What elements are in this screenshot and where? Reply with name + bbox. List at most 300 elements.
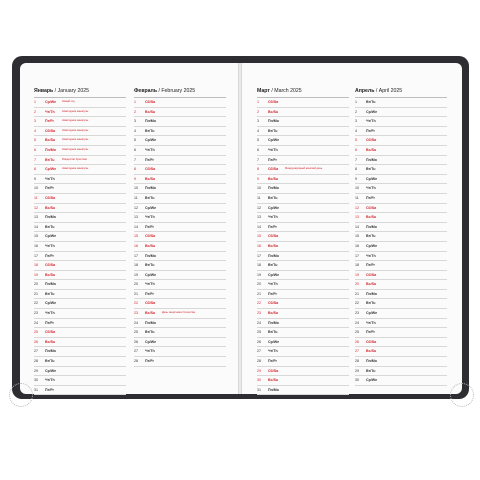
day-row [34,127,126,137]
day-number: 2 [355,109,357,114]
day-row [355,347,447,357]
day-row [34,165,126,175]
day-row [257,204,349,214]
weekday-label: Чт/Th [268,282,278,287]
day-number: 26 [34,339,38,344]
day-number: 7 [257,157,259,162]
day-row [34,108,126,118]
weekday-label: Вс/Su [268,311,279,316]
day-number: 16 [134,243,138,248]
weekday-label: Ср/We [268,272,280,277]
weekday-label: Чт/Th [268,349,278,354]
weekday-label: Пт/Fr [45,186,54,191]
weekday-label: Пт/Fr [366,195,375,200]
day-row [34,376,126,386]
day-number: 18 [34,263,38,268]
weekday-label: Ср/We [45,301,57,306]
weekday-label: Пн/Mo [268,119,279,124]
day-row [34,136,126,146]
day-number: 13 [134,215,138,220]
weekday-label: Вс/Su [268,243,279,248]
day-row [34,175,126,185]
weekday-label: Ср/We [268,339,280,344]
weekday-label: Вс/Su [366,147,377,152]
weekday-label: Пт/Fr [45,119,54,124]
weekday-label: Чт/Th [145,147,155,152]
day-row [34,367,126,377]
weekday-label: Вс/Su [366,349,377,354]
day-number: 22 [257,301,261,306]
day-number: 18 [355,263,359,268]
day-number: 11 [34,195,38,200]
weekday-label: Вс/Su [45,138,56,143]
day-number: 15 [134,234,138,239]
day-number: 8 [34,167,36,172]
weekday-label: Вс/Su [145,109,156,114]
day-number: 19 [257,272,261,277]
day-row [34,290,126,300]
day-row [134,299,226,309]
day-row [355,232,447,242]
day-number: 6 [257,147,259,152]
day-row [355,117,447,127]
month-january [34,88,126,395]
weekday-label: Ср/We [45,167,57,172]
day-number: 14 [355,224,359,229]
day-row [134,280,226,290]
day-row [257,127,349,137]
day-row [257,194,349,204]
weekday-label: Пт/Fr [145,291,154,296]
day-number: 4 [34,128,36,133]
day-row [355,108,447,118]
day-number: 3 [355,119,357,124]
weekday-label: Сб/Sa [45,195,56,200]
day-number: 28 [34,359,38,364]
day-number: 20 [34,282,38,287]
day-row [134,156,226,166]
day-row [257,117,349,127]
weekday-label: Вт/Tu [366,301,376,306]
day-number: 2 [134,109,136,114]
day-row [134,271,226,281]
day-number: 22 [34,301,38,306]
day-number: 26 [355,339,359,344]
day-row [355,204,447,214]
weekday-label: Чт/Th [145,282,155,287]
weekday-label: Чт/Th [268,147,278,152]
weekday-label: Сб/Sa [366,138,377,143]
day-row [257,156,349,166]
day-number: 25 [34,330,38,335]
day-row [355,328,447,338]
day-number: 9 [257,176,259,181]
day-row [134,347,226,357]
weekday-label: Пт/Fr [366,330,375,335]
day-number: 25 [257,330,261,335]
weekday-label: Сб/Sa [45,128,56,133]
weekday-label: Пн/Mo [366,224,377,229]
weekday-label: Вс/Su [268,109,279,114]
day-number: 12 [134,205,138,210]
day-row [134,232,226,242]
day-number: 24 [257,320,261,325]
day-row [355,261,447,271]
day-number: 20 [355,282,359,287]
day-number: 12 [34,205,38,210]
day-number: 4 [134,128,136,133]
weekday-label: Чт/Th [366,320,376,325]
page-corner-ornament [9,383,33,407]
weekday-label: Чт/Th [366,186,376,191]
weekday-label: Пт/Fr [268,291,277,296]
day-row [134,117,226,127]
weekday-label: Вс/Su [366,215,377,220]
weekday-label: Сб/Sa [145,234,156,239]
weekday-label: Ср/We [366,378,378,383]
day-row [134,328,226,338]
weekday-label: Ср/We [145,339,157,344]
day-number: 14 [134,224,138,229]
day-number: 13 [34,215,38,220]
day-number: 24 [134,320,138,325]
weekday-label: Вс/Su [45,205,56,210]
weekday-label: Вт/Tu [45,224,55,229]
day-row [34,357,126,367]
weekday-label: Сб/Sa [366,272,377,277]
day-row [134,108,226,118]
weekday-label: Ср/We [45,100,57,104]
weekday-label: Сб/Sa [145,167,156,172]
day-number: 19 [134,272,138,277]
day-number: 15 [34,234,38,239]
day-row [355,165,447,175]
day-number: 21 [134,291,138,296]
day-row [355,319,447,329]
weekday-label: Ср/We [145,138,157,143]
weekday-label: Чт/Th [45,378,55,383]
day-row [257,386,349,396]
day-row [257,319,349,329]
month-heading: Январь / January 2025 [34,88,126,98]
day-row [34,117,126,127]
day-list [355,98,447,386]
day-number: 9 [34,176,36,181]
day-row [134,127,226,137]
weekday-label: Пт/Fr [366,128,375,133]
day-number: 12 [355,205,359,210]
weekday-label: Ср/We [366,311,378,316]
day-number: 3 [34,119,36,124]
weekday-label: Сб/Sa [45,263,56,268]
weekday-label: Сб/Sa [45,330,56,335]
weekday-label: Сб/Sa [145,100,156,104]
weekday-label: Вт/Tu [145,263,155,268]
day-row [257,175,349,185]
day-number: 7 [134,157,136,162]
weekday-label: Пт/Fr [45,253,54,258]
weekday-label: Сб/Sa [145,301,156,306]
day-number: 21 [257,291,261,296]
day-row [355,175,447,185]
day-number: 26 [134,339,138,344]
weekday-label: Сб/Sa [268,368,279,373]
month-name: Февраль [134,88,158,94]
day-number: 28 [355,359,359,364]
day-row [134,184,226,194]
weekday-label: Вс/Su [145,176,156,181]
day-number: 23 [355,311,359,316]
day-number: 16 [355,243,359,248]
weekday-label: Пн/Mo [366,359,377,364]
day-number: 28 [257,359,261,364]
day-row [134,319,226,329]
day-row [257,309,349,319]
day-row [257,146,349,156]
weekday-label: Пн/Mo [45,147,56,152]
weekday-label: Ср/We [268,205,280,210]
day-number: 8 [257,167,259,172]
month-heading: Февраль / February 2025 [134,88,226,98]
month-name: Март [257,88,270,94]
weekday-label: Чт/Th [45,311,55,316]
day-number: 15 [257,234,261,239]
month-heading: Март / March 2025 [257,88,349,98]
day-number: 1 [34,100,36,104]
day-row [257,271,349,281]
weekday-label: Вт/Tu [145,128,155,133]
day-number: 31 [34,387,38,392]
weekday-label: Вс/Su [268,378,279,383]
day-number: 18 [134,263,138,268]
weekday-label: Пт/Fr [268,157,277,162]
day-number: 18 [257,263,261,268]
day-number: 4 [355,128,357,133]
day-row [355,127,447,137]
day-number: 16 [257,243,261,248]
day-row [34,232,126,242]
day-row [34,261,126,271]
day-row [34,338,126,348]
day-number: 30 [34,378,38,383]
day-row [34,194,126,204]
day-number: 11 [355,195,359,200]
weekday-label: Вт/Tu [45,359,55,364]
day-row [34,347,126,357]
holiday-note: Новогодние каникулы [62,167,89,171]
day-row [134,98,226,108]
weekday-label: Ср/We [145,205,157,210]
weekday-label: Вт/Tu [268,330,278,335]
day-row [355,357,447,367]
day-number: 23 [134,311,138,316]
day-row [355,146,447,156]
day-row [34,184,126,194]
day-row [134,194,226,204]
weekday-label: Вт/Tu [366,100,376,104]
day-row [355,213,447,223]
day-row [257,376,349,386]
day-row [257,232,349,242]
day-number: 15 [355,234,359,239]
weekday-label: Пт/Fr [145,157,154,162]
weekday-label: Сб/Sa [268,234,279,239]
weekday-label: Чт/Th [45,243,55,248]
day-number: 9 [134,176,136,181]
holiday-note: Рождество Христово [62,157,88,161]
day-number: 17 [257,253,261,258]
day-row [134,290,226,300]
day-row [34,204,126,214]
day-number: 5 [257,138,259,143]
day-row [355,136,447,146]
weekday-label: Чт/Th [268,215,278,220]
weekday-label: Пт/Fr [45,387,54,392]
weekday-label: Вс/Su [268,176,279,181]
day-row [257,328,349,338]
weekday-label: Чт/Th [145,215,155,220]
month-name-latin: February 2025 [161,88,196,94]
weekday-label: Пн/Mo [145,253,156,258]
weekday-label: Пт/Fr [268,359,277,364]
day-number: 24 [34,320,38,325]
day-row [355,280,447,290]
day-row [257,357,349,367]
day-number: 19 [34,272,38,277]
day-row [134,223,226,233]
day-row [355,271,447,281]
day-row [355,290,447,300]
day-number: 10 [355,186,359,191]
day-number: 14 [34,224,38,229]
page-corner-ornament [450,383,474,407]
weekday-label: Чт/Th [145,349,155,354]
day-number: 2 [257,109,259,114]
day-number: 17 [355,253,359,258]
day-row [355,252,447,262]
day-row [257,165,349,175]
weekday-label: Вс/Su [45,339,56,344]
weekday-label: Ср/We [45,368,57,373]
weekday-label: Ср/We [45,234,57,239]
weekday-label: Ср/We [366,109,378,114]
day-number: 29 [257,368,261,373]
day-number: 25 [355,330,359,335]
day-row [257,261,349,271]
day-number: 27 [34,349,38,354]
day-number: 26 [257,339,261,344]
day-number: 3 [257,119,259,124]
weekday-label: Чт/Th [366,119,376,124]
day-number: 30 [257,378,261,383]
day-number: 23 [257,311,261,316]
day-number: 13 [257,215,261,220]
day-number: 8 [134,167,136,172]
weekday-label: Пн/Mo [145,320,156,325]
day-row [355,338,447,348]
weekday-label: Чт/Th [45,109,55,114]
day-number: 13 [355,215,359,220]
day-number: 3 [134,119,136,124]
day-number: 30 [355,378,359,383]
holiday-note: Новогодние каникулы [62,109,89,113]
day-number: 17 [34,253,38,258]
weekday-label: Вс/Su [145,243,156,248]
day-row [355,309,447,319]
day-number: 10 [257,186,261,191]
day-number: 5 [355,138,357,143]
month-february [134,88,226,367]
holiday-note: Новогодние каникулы [62,119,89,123]
day-row [355,367,447,377]
weekday-label: Ср/We [366,176,378,181]
day-row [34,309,126,319]
day-row [34,386,126,396]
weekday-label: Сб/Sa [268,167,279,172]
weekday-label: Пн/Mo [45,349,56,354]
day-row [257,98,349,108]
day-number: 17 [134,253,138,258]
day-row [355,299,447,309]
day-row [34,242,126,252]
day-number: 11 [257,195,261,200]
weekday-label: Пн/Mo [45,282,56,287]
day-row [355,194,447,204]
day-row [134,309,226,319]
day-number: 22 [355,301,359,306]
month-name-latin: January 2025 [57,88,89,94]
day-number: 22 [134,301,138,306]
day-list [134,98,226,367]
month-april [355,88,447,386]
day-number: 10 [134,186,138,191]
day-number: 27 [134,349,138,354]
holiday-note: Новогодние каникулы [62,147,89,151]
holiday-note: Международный женский день [285,167,323,171]
month-name: Апрель [355,88,375,94]
day-row [257,338,349,348]
day-row [257,252,349,262]
weekday-label: Сб/Sa [366,205,377,210]
weekday-label: Чт/Th [366,253,376,258]
weekday-label: Сб/Sa [268,100,279,104]
day-number: 5 [34,138,36,143]
day-number: 6 [34,147,36,152]
day-number: 1 [134,100,136,104]
weekday-label: Вт/Tu [145,330,155,335]
day-row [257,223,349,233]
month-name-latin: April 2025 [378,88,403,94]
weekday-label: Вс/Su [45,272,56,277]
day-number: 16 [34,243,38,248]
holiday-note: День защитника Отечества [162,311,195,315]
weekday-label: Пн/Mo [268,186,279,191]
day-row [34,252,126,262]
weekday-label: Пн/Mo [145,119,156,124]
day-row [257,242,349,252]
day-row [134,261,226,271]
day-number: 21 [355,291,359,296]
weekday-label: Вс/Su [366,282,377,287]
day-number: 10 [34,186,38,191]
day-number: 28 [134,359,138,364]
weekday-label: Вт/Tu [45,291,55,296]
day-number: 14 [257,224,261,229]
day-list [257,98,349,395]
holiday-note: Новогодние каникулы [62,128,89,132]
weekday-label: Ср/We [268,138,280,143]
day-list [34,98,126,395]
